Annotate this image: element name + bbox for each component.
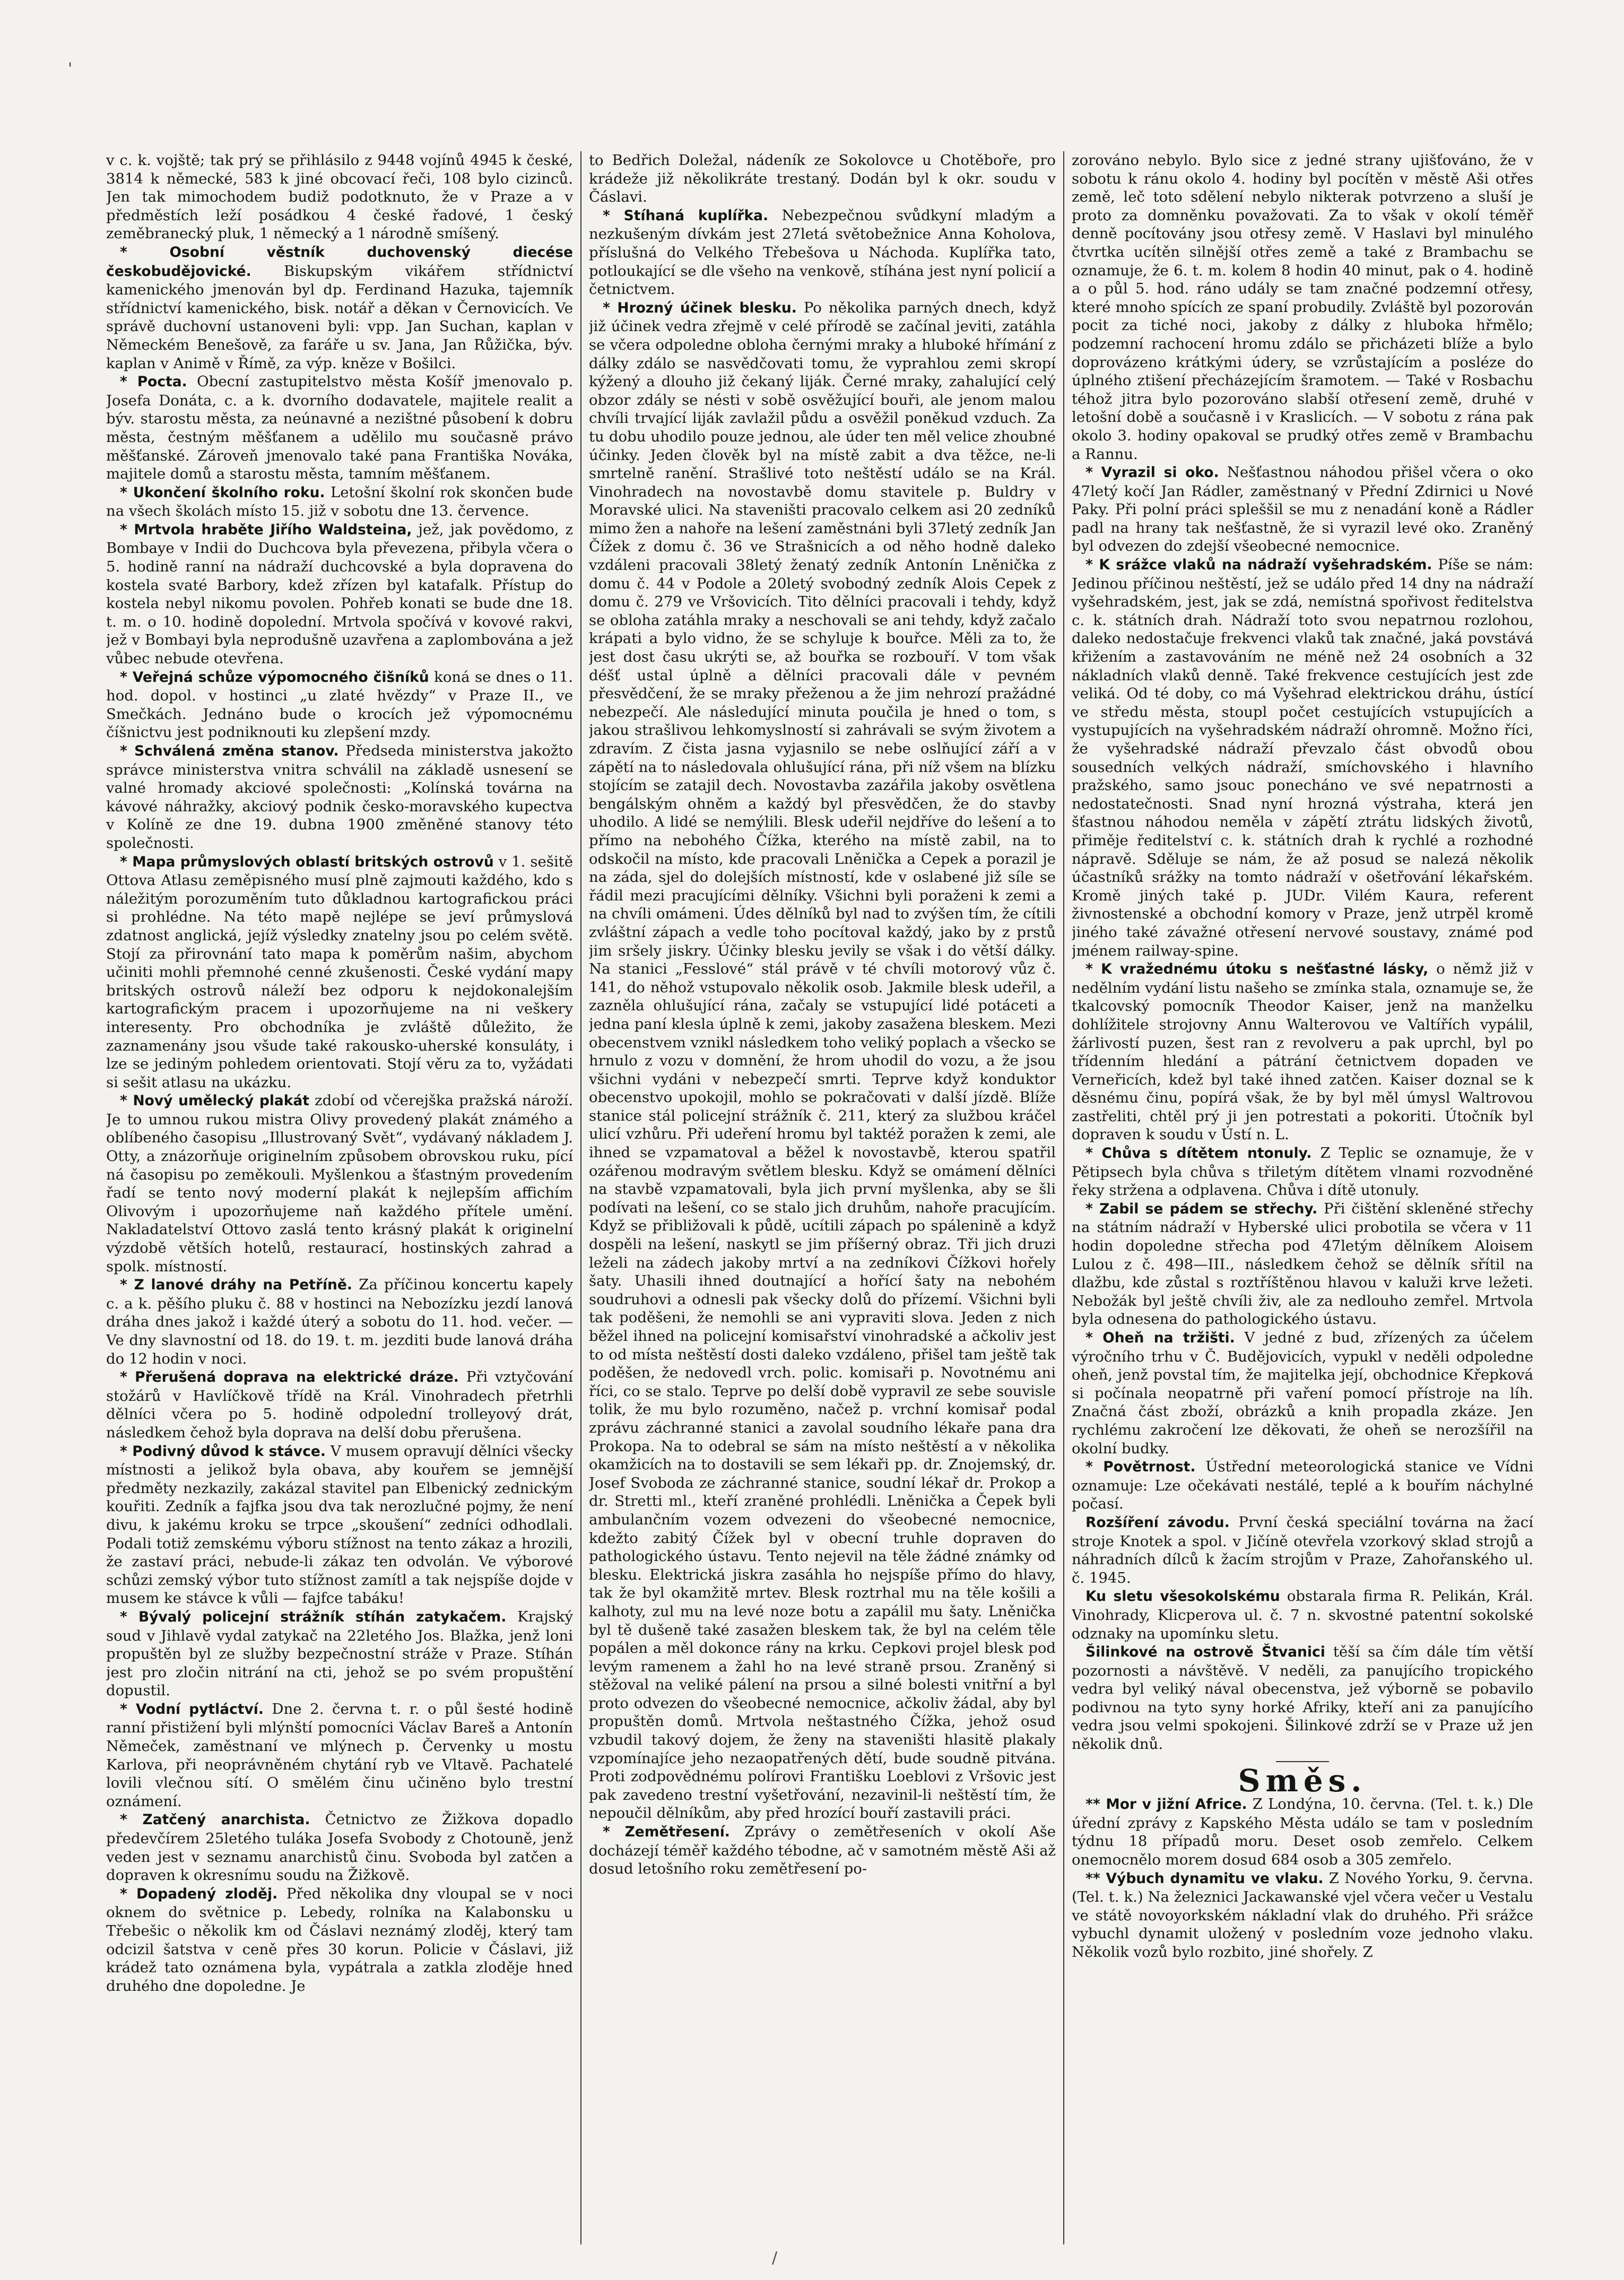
article-headline: * Mapa průmyslových oblastí britských ostrovů [120, 853, 494, 870]
section-divider [1276, 1761, 1329, 1762]
article [1072, 463, 1533, 556]
article-headline: ** Mor v jižní Africe. [1085, 1796, 1247, 1813]
bottom-mark: / [772, 2249, 778, 2267]
article-body: Nešťastnou náhodou přišel včera o oko 47letý kočí Jan Rádler, zaměstnaný v Přední Zdirnici u Nové Paky. Při polní práci spleššil se mu z nenadání koně a Rádler padl na hrany tak nešťastně, že si vyrazil levé oko. Zraněný byl odvezen do zdejší všeobecné nemocnice. [1072, 464, 1533, 555]
article [106, 1368, 573, 1442]
article [106, 1810, 573, 1884]
article-headline: * Stíhaná kuplířka. [603, 207, 769, 224]
article [1072, 1587, 1533, 1643]
article-body: První česká speciální továrna na žací stroje Knotek a spol. v Jičíně otevřela vzorkový sklad strojů a náhradních dílců k žacím strojům v Praze, Zahořanského ul. č. 1945. [1072, 1513, 1533, 1587]
article-headline: * Vyrazil si oko. [1085, 464, 1219, 481]
article [1072, 1144, 1533, 1200]
article [106, 1091, 573, 1276]
article-body: Z Nového Yorku, 9. června. (Tel. t. k.) Na železnici Jackawanské vjel včera večer u Vestalu ve státě novoyorkském nákladní vlak do druhého. Při srážce vybuchl dynamit uložený v posledním voze jednoho vlaku. Několik vozů bylo rozbito, jiné shořely. Z [1072, 1869, 1533, 1961]
article-body: Předseda ministerstva jakožto správce ministerstva vnitra schválil na základě usnesení se valné hromady akciové společnosti: „Kolínská továrna na kávové náhražky, akciový podnik česko-moravského kupectva v Kolíně ze dne 19. dubna 1900 změněné stanovy této společnosti. [106, 742, 573, 852]
article-headline: Rozšíření závodu. [1085, 1514, 1230, 1531]
article [589, 299, 1056, 1823]
article-headline: * Chůva s dítětem ntonuly. [1085, 1145, 1312, 1162]
article-body: obstarala firma R. Pelikán, Král. Vinohrady, Klicperova ul. č. 7 n. skvostné patentní sokolské odznaky na upomínku sletu. [1072, 1588, 1533, 1642]
section-title: Směs. [1238, 1762, 1367, 1799]
article-body: v c. k. vojště; tak prý se přihlásilo z 9448 vojínů 4945 k české, 3814 k německé, 583 k jiné obcovací řeči, 108 bylo cizinců. Jen tak mimochodem budiž podotknuto, že v Praze a v předměstích leží posádkou 4 české řadové, 1 český zeměbranecký pluk, 1 německý a 1 národně smíšený. [106, 152, 573, 242]
article-headline: * K srážce vlaků na nádraží vyšehradském. [1085, 557, 1432, 574]
article-body: V musem opravují dělníci všecky místnosti a jelikož byla obava, aby kouřem se jemnější předměty nezkazily, zakázal stavitel pan Elbenický zednickým kouřiti. Zedník a fajfka jsou dva tak nerozlučné pojmy, že není divu, k jakému kroku se trpce „skoušení“ zedníci odhodlali. Podali totiž zemskému výboru stížnost na tento zákaz a hrozili, že zastaví práci, nebude-li zákaz ten odvolán. Ve výborové schůzi zemský výbor tuto stížnost zamítl a tak nejspíše dojde v musem ke stávce k vůli — fajfce tabáku! [106, 1442, 573, 1607]
article [1072, 1200, 1533, 1329]
article-body: Biskupským vikářem střídnictví kamenického jmenován byl dp. Ferdinand Hazuka, tajemník střídnictví kamenického, bisk. notář a děkan v Černovicích. Ve správě duchovní ustanoveni byli: vpp. Jan Suchan, kaplan v Německém Benešově, za faráře u sv. Jana, Jan Růžička, býv. kaplan v Animě v Římě, za výp. kněze v Bošilci. [106, 262, 573, 372]
article [1072, 151, 1533, 463]
article-body: V jedné z bud, zřízených za účelem výročního trhu v Č. Budějovicích, vypukl v neděli odpoledne oheň, jenž povstal tím, že majitelka její, obchodnice Křepková si počínala neopatrně při vaření pomocí přístroje na líh. Značná část zboží, obrázků a knih propadla zkáze. Jen rychlému zakročení lze děkovati, že oheň se nerozšířil na okolní budky. [1072, 1329, 1533, 1457]
article-body: jež, jak povědomo, z Bombaye v Indii do Duchcova byla převezena, přibyla včera o 5. hodině ranní na nádraží duchcovské a byla dopravena do kostela svaté Barbory, kdež zřízen byl katafalk. Přístup do kostela nebyl nikomu povolen. Pohřeb konati se bude dne 18. t. m. o 10. hodině dopolední. Mrtvola spočívá v kovové rakvi, jež v Bombayi byla neprodušně uzavřena a zaplombována a jež vůbec nebude otevřena. [106, 521, 573, 667]
article-body: zorováno nebylo. Bylo sice z jedné strany ujišťováno, že v sobotu k ránu okolo 4. hodiny byl pocítěn v městě Aši otřes země, leč toto sdělení nebylo nikterak potvrzeno a sluší je proto za domněnku považovati. Za to však v okolí téměř denně pocítovány jsou otřesy země. V Haslavi byl minulého čtvrtka ucítěn silnější otřes země a také z Brambachu se oznamuje, že 6. t. m. kolem 8 hodin 40 minut, pak o 4. hodině a o půl 5. hod. ráno udály se tam značné podzemní otřesy, které mnoho spících ze spaní probudily. Zvláště byl pozorován pocit za tiché noci, jakoby z dálky z hluboka hřmělo; podzemní rachocení hromu zdálo se přicházeti blíže a bylo doprovázeno krátkými údery, se vzrůstajícím a posléze do úplného ztišení přecházejícím šramotem. — Také v Rosbachu téhož jitra bylo pozorováno slabší otřesení země, druhé v letošní době a současně i v Kraslicích. — V sobotu z rána pak okolo 3. hodiny opakoval se prudký otřes země v Brambachu a Rannu. [1072, 152, 1533, 463]
article-body: Před několika dny vloupal se v noci oknem do světnice p. Lebedy, rolníka na Kalabonsku u Třebešic o několik km od Čáslavi neznámý zloděj, který tam odcizil šatstva v ceně přes 30 korun. Policie v Čáslavi, již krádež tato oznámena byla, vypátrala a zatkla zloděje hned druhého dne dopoledne. Je [106, 1885, 573, 1995]
article-headline: * Podivný důvod k stávce. [120, 1443, 326, 1460]
article [589, 206, 1056, 299]
article-body: Po několika parných dnech, když již účinek vedra zřejmě v celé přírodě se začínal jeviti, zatáhla se včera odpoledne obloha černými mraky a hluboké hřímání z dálky zdálo se nasvědčovati tomu, že vyprahlou zemi skropí kýžený a dlouho již čekaný liják. Černé mraky, zahalující celý obzor zdály se nésti v sobě osvěžující bouři, ale jenom malou chvíli trvající liják zavlažil půdu a osvěžil poněkud vzduch. Za tu dobu uhodilo pouze jednou, ale úder ten měl velice zhoubné účinky. Jeden člověk byl na místě zabit a dva těžce, ne-li smrtelně ranění. Strašlivé toto neštěstí událo se na Král. Vinohradech na novostavbě domu stavitele p. Buldry v Moravské ulici. Na staveništi pracovalo celkem asi 20 zedníků mimo žen a nahoře na lešení zaměstnáni byli 37letý zedník Jan Čížek z domu č. 36 ve Strašnicích a od něho hodně daleko vzdáleni pracovali 38letý ženatý zedník Antonín Lněnička z domu č. 44 v Podole a 20letý svobodný zedník Alois Cepek z domu č. 279 ve Vršovicích. Tito dělníci pracovali i tehdy, když se obloha zatáhla mraky a neschovali se ani tehdy, když začalo krápati a bylo vidno, že se schyluje k bouřce. Měli za to, že jest dost času ukrýti se, až bouřka se rozbouří. V tom však déšť ustal úplně a dělníci pracovali dále v pevném přesvědčení, že se mraky přeženou a že jim nehrozí pražádné nebezpečí. Ale následující minuta poučila je hned o tom, s jakou strašlivou lehkomyslností si zahrávali se svým životem a zdravím. Z čista jasna vyjasnilo se nebe oslňující září a v zápětí na to následovala ohlušující rána, při níž všem na blízku stojícím se zatajil dech. Novostavba zazářila jakoby osvětlena bengálským ohněm a každý byl přesvědčen, že do stavby uhodilo. A lidé se nemýlili. Blesk udeřil nejdříve do lešení a to přímo na nebohého Čížka, kterého na místě zabil, na to odskočil na místo, kde pracovali Lněnička a Cepek a porazil je na záda, sjel do dolejších místností, kde v oslabené již síle se řádil mezi pracujícími dělníky. Všichni byli poraženi k zemi a na chvíli omámeni. Údes dělníků byl nad to zvýšen tím, že cítili zvláštní zápach a vedle toho pocítoval každý, jako by z prstů jim sršely jiskry. Účinky blesku jevily se však i do větší dálky. Na stanici „Fesslové“ stál právě v té chvíli motorový vůz č. 141, do něhož vstupovalo několik osob. Jakmile blesk udeřil, a zazněla ohlušující rána, začaly se vstupující lidé potáceti a jedna paní klesla úplně k zemi, jakoby zasažena bleskem. Mezi obecenstvem vznikl následkem toho veliký poplach a všecko se hrnulo z vozu v domnění, že hrom uhodil do vozu, a že jsou všichni vydáni v nebezpečí smrti. Teprve když konduktor obecenstvo upokojil, mohlo se pokračovati v další jízdě. Blíže stanice stál policejní strážník č. 211, který za službou kráčel ulicí vzhůru. Při udeření hromu byl taktéž poražen k zemi, ale ihned se vzpamatoval a běžel k novostavbě, kterou spatřil ozářenou modravým světlem blesku. Když se omámení dělníci na stavbě vzpamatovali, byla jich první myšlenka, aby se šli podívati na lešení, co se stalo jich druhům, nahoře pracujícím. Když se přibližovali k půdě, ucítili zápach po spálenině a když dospěli na lešení, naskytl se jim příšerný obraz. Tři jich druzi leželi na zádech jakoby mrtví a na zedníkovi Čížkovi hořely šaty. Uhasili ihned doutnající a hořící šaty na nebohém soudruhovi a odnesli pak všecky dolů do přízemí. Všichni byli tak poděšeni, že nemohli se ani vypraviti slova. Jeden z nich běžel ihned na policejní komisařství vinohradské a ačkoliv jest to od místa neštěstí dosti daleko vzdáleno, přišel tam ještě tak poděšen, že nedovedl vrch. polic. komisaři p. Novotnému ani říci, co se stalo. Teprve po delší době vypravil ze sebe souvisle tolik, že mu bylo rozuměno, načež p. vrchní komisař podal zprávu záchranné stanici a zavolal soudního lékaře pana dra Prokopa. Na to odebral se sám na místo neštěstí a v několika okamžicích na to dostavili se sem lékaři pp. dr. Znojemský, dr. Josef Svoboda ze záchranné stanice, soudní lékař dr. Prokop a dr. Stretti ml., kteří zraněné prohlédli. Lněnička a Čepek byli ambulančním vozem odvezeni do všeobecné nemocnice, kdežto zabitý Čížek byl v obecní truhle dopraven do pathologického ústavu. Tento nejevil na těle žádné známky od blesku. Elektrická jiskra zasáhla ho nejspíše přímo do hlavy, tak že byl okamžitě mrtev. Blesk roztrhal mu na těle košili a kalhoty, zul mu na levé noze botu a zapálil mu šaty. Lněnička byl tě dušeně také zasažen bleskem tak, že byl na celém těle popálen a měl dokonce rány na krku. Cepkovi projel blesk pod levým ramenem a žahl ho na levé straně prsou. Zraněný si stěžoval na veliké pálení na prsou a silné bolesti vnitřní a byl proto odvezen do všeobecné nemocnice, ačkoliv žádal, aby byl propuštěn domů. Mrtvola neštastného Čížka, jehož osud vzbudil takový dojem, že ženy na staveništi hlasitě plakaly vzpomínajíce jeho nezaopatřených dětí, bude soudně pitvána. Proti zodpovědnému polírovi Františku Loeblovi z Vršovic jest pak zavedeno trestní vyšetřování, nezavinil-li neštěstí tím, že nepoučil dělníkům, aby před hrozící bouří zastavili práci. [589, 299, 1056, 1822]
article [106, 243, 573, 372]
article [106, 853, 573, 1092]
article-headline: * Zemětřesení. [603, 1824, 730, 1841]
article-body: Nebezpečnou svůdkyní mladým a nezkušeným dívkám jest 27letá světobežnice Anna Koholova, příslušná do Velkého Třebešova u Náchoda. Kuplířka tato, potloukající se dle všeho na venkově, stíhána jest nyní policií a četnictvem. [589, 206, 1056, 298]
article [106, 483, 573, 521]
article [1072, 556, 1533, 960]
article-headline: * Pocta. [120, 374, 187, 391]
article-body: Při vztyčování stožárů v Havlíčkově třídě na Král. Vinohradech přetrhli dělníci včera po 5. hodině odpolední trolleyový drát, následkem čehož byla doprava na delší dobu přerušena. [106, 1368, 573, 1441]
article-headline: * Veřejná schůze výpomocného čišníků [120, 669, 429, 686]
article-body: Při čištění skleněné střechy na státním nádraží v Hyberské ulici probotila se včera v 11 hodin dopoledne střecha pod 47letým dělníkem Aloisem Lulou z č. 498—III., následkem čehož se dělník sřítil na dlažbu, kde zůstal s roztříštěnou hlavou v kaluži krve ležeti. Nebožák byl ještě chvíli živ, ale za nedlouho zemřel. Mrtvola byla odnesena do pathologického ústavu. [1072, 1200, 1533, 1328]
article-headline: * Z lanové dráhy na Petříně. [120, 1277, 352, 1294]
article-body: zdobí od včerejška pražská nároží. Je to umnou rukou mistra Olivy provedený plakát známého a oblíbeného časopisu „Illustrovaný Svět“, vydávaný nákladem J. Otty, a znázorňuje originelním způsobem obrovskou ruku, pící ná časopisu po zeměkouli. Myšlenkou a šťastným provedením řadí se tento nový moderní plakát k nejlepším affichím Olivovým i upozorňujeme naň každého přítele umění. Nakladatelství Ottovo zaslá tento krásný plakát k originelní výzdobě větších hotelů, restaurací, hostinských zahrad a spolk. místností. [106, 1092, 573, 1275]
article-body: Zprávy o zemětřeseních v okolí Aše docházejí téměř každého tébodne, ač v samotném městě Aši až dosud letošního roku zemětřesení po- [589, 1823, 1056, 1878]
article-headline: * Povětrnost. [1085, 1459, 1196, 1476]
article [106, 1276, 573, 1368]
article-body: Za příčinou koncertu kapely c. a k. pěšího pluku č. 88 v hostinci na Nebozízku jezdí lanová dráha dnes jakož i každé úterý a sobotu do 11. hod. večer. — Ve dny slavnostní od 18. do 19. t. m. jezditi bude lanová dráha do 12 hodin v noci. [106, 1276, 573, 1367]
article-headline: * K vražednému útoku s nešťastné lásky, [1085, 961, 1429, 978]
article-body: Dne 2. června t. r. o půl šesté hodině ranní přistižení byli mlýnští pomocníci Václav Bareš a Antonín Němeček, zaměstnaní ve mlýnech p. Červenky u mostu Karlova, při neoprávněném chytání ryb ve Vltavě. Pachatelé lovili vlečnou sítí. O smělém činu učiněno bylo trestní oznámení. [106, 1700, 573, 1810]
article-headline: * Ukončení školního roku. [120, 484, 325, 501]
article-body: Z Londýna, 10. června. (Tel. t. k.) Dle úřední zprávy z Kapského Města událo se tam v posledním týdnu 18 případů moru. Deset osob zemřelo. Celkem onemocnělo morem dosud 684 osob a 305 zemřelo. [1072, 1796, 1533, 1869]
article-headline: * Osobní věstník duchovenský diecése českobudějovické. [106, 244, 573, 280]
article-headline: * Nový umělecký plakát [120, 1093, 309, 1109]
article [106, 1442, 573, 1608]
column-1 [106, 151, 573, 2244]
column-2 [589, 151, 1056, 2244]
article-body: Četnictvo ze Žižkova dopadlo předevčírem 25letého tuláka Josefa Svobody z Chotouně, jenž veden jest v seznamu anarchistů činu. Svoboda byl zatčen a dopraven k okresnímu soudu na Žižkově. [106, 1811, 573, 1884]
article [106, 372, 573, 483]
article-headline: Ku sletu všesokolskému [1085, 1588, 1280, 1605]
article [106, 1885, 573, 1996]
article-headline: * Zabil se pádem se střechy. [1085, 1200, 1318, 1217]
article-body: o němž již v nedělním vydání listu našeho se zmínka stala, oznamuje se, že tkalcovský pomocník Theodor Kaiser, jenž na manželku dohlížitele strojovny Annu Walterovou ve Valtířích vypálil, žárlivostí puzen, šest ran z revolveru a pak uprchl, byl po třídenním hledání a pátrání četnictvem dopaden ve Verneřicích, kdež byl také ihned zatčen. Kaiser doznal se k děsnému činu, popírá však, že by byl měl úmysl Waltrovou zastřeliti, chtěl prý ji jen potrestati a pokoriti. Útočník byl dopraven k soudu v Ústí n. L. [1072, 960, 1533, 1143]
article-body: Z Teplic se oznamuje, že v Pětipsech byla chůva s třiletým dítětem vlnami rozvodněné řeky stržena a odplavena. Chůva i dítě utonuly. [1072, 1145, 1533, 1199]
column-rule [1063, 151, 1064, 2244]
article [106, 151, 573, 243]
article-headline: ** Výbuch dynamitu ve vlaku. [1085, 1870, 1324, 1887]
article [106, 1608, 573, 1700]
article [1072, 1869, 1533, 1962]
article-body: koná se dnes o 11. hod. dopol. v hostinci „u zlaté hvězdy“ v Praze II., ve Smečkách. Jednáno bude o krocích jež výpomocnému číšnictvu jest podniknouti ku zlepšení mzdy. [106, 668, 573, 741]
article [106, 668, 573, 742]
article-body: Letošní školní rok skončen bude na všech školách místo 15. již v sobotu dne 13. července. [106, 483, 573, 520]
article-headline: Šilinkové na ostrově Štvanici [1085, 1644, 1325, 1661]
article-headline: * Mrtvola hraběte Jiřího Waldsteina, [120, 521, 412, 538]
article-body: to Bedřich Doležal, nádeník ze Sokolovce u Chotěboře, pro krádeže již několikráte trestaný. Dodán byl k okr. soudu v Čáslavi. [589, 152, 1056, 206]
article-headline: * Vodní pytláctví. [120, 1701, 264, 1718]
article [1072, 1795, 1533, 1869]
margin-mark: ' [68, 59, 73, 78]
article-headline: * Zatčený anarchista. [120, 1811, 310, 1828]
article [1072, 960, 1533, 1144]
article-body: Obecní zastupitelstvo města Košíř jmenovalo p. Josefa Donáta, c. a k. dvorního dodavatele, majitele realit a býv. starostu města, za neúnavné a nezištné působení k dobru města, čestným měšťanem a udělilo mu současně právo měšťanské. Zároveň jmenovalo také pana Františka Nováka, majitele domů a starostu města, tamním měšťanem. [106, 373, 573, 483]
article [589, 1823, 1056, 1878]
article [1072, 1329, 1533, 1458]
article [106, 1700, 573, 1811]
column-rule [580, 151, 581, 2244]
article-body: v 1. sešitě Ottova Atlasu zeměpisného musí plně zajmouti každého, kdo s náležitým porozuměním tuto důkladnou kartografickou práci si prohlédne. Na této mapě nejlépe se jeví průmyslová zdatnost anglická, jejíž výsledky znatelny jsou po celém světě. Stojí za přirovnání tato mapa k poměrům našim, abychom učiniti mohli přemnohé cenné zkušenosti. České vydání mapy britských ostrovů náleží bez odporu k nejdokonalejším kartografickým pracem i upozorňujeme na ni veškery interesenty. Pro obchodníka je zvláště důležito, že zaznamenány jsou všude také rakousko-uherské konsuláty, i lze se jediným pohledem orientovati. Stojí věru za to, vyžádati si sešit atlasu na ukázku. [106, 853, 573, 1091]
article-headline: * Hrozný účinek blesku. [603, 299, 797, 316]
article [106, 742, 573, 853]
article-headline: * Oheň na tržišti. [1085, 1330, 1235, 1346]
article-body: těší sa čím dále tím větší pozornosti a návštěvě. V neděli, za panujícího tropického vedra byl veliký nával obecenstva, jež výborně se pobavilo podivnou na tyto syny horké Afriky, kteří ani za panujícího vedra jsou velmi spokojeni. Šilinkové zdrží se v Praze už jen několik dnů. [1072, 1643, 1533, 1753]
article [589, 151, 1056, 206]
column-3 [1072, 151, 1533, 2244]
article-body: Krajský soud v Jihlavě vydal zatykač na 22letého Jos. Blažka, jenž loni propuštěn byl ze služby bezpečnostní stráže v Praze. Stíhán jest pro zločin nitrání na cti, jehož se po svém propuštění dopustil. [106, 1608, 573, 1700]
article-headline: * Schválená změna stanov. [120, 743, 339, 759]
article-headline: * Přerušená doprava na elektrické dráze. [120, 1369, 459, 1386]
article-headline: * Bývalý policejní strážník stíhán zatykačem. [120, 1608, 507, 1625]
article-body: Píše se nám: Jedinou příčinou neštěstí, jež se událo před 14 dny na nádraží vyšehradském, jest, jak se zdá, nemístná spořivost ředitelstva c. k. státních drah. Nádraží toto svou nepatrnou rozlohou, daleko nedostačuje frekvenci vlaků tak značné, jaká povstává křižením a zastavováním ne méně než 24 osobních a 32 nákladních vlaků denně. Také frekvence cestujících jest zde veliká. Od té doby, co má Vyšehrad elektrickou dráhu, ústící ve středu města, stoupl počet cestujících vstupujících a vystupujících na vyšehradském nádraží ohromně. Možno říci, že vyšehradské nádraží převzalo část obvodů obou sousedních velkých nádraží, smíchovského i hlavního pražského, samo jsouc ponecháno ve své nepatrnosti a nedostatečnosti. Snad nyní hrozná výstraha, která jen šťastnou náhodou neměla v zápětí ztrátu lidských životů, přiměje ředitelství c. k. státních drah k rychlé a rozhodné nápravě. Sděluje se nám, že až posud se nalezá několik účastníků srážky na tomto nádraží v ošetřování lékařském. Kromě jiných také p. JUDr. Vilém Kaura, referent živnostenské a obchodní komory v Praze, jenž utrpěl kromě jiného také závažné otřesení nervové soustavy, známé pod jménem railway-spine. [1072, 556, 1533, 959]
article-body: Ústřední meteorologická stanice ve Vídni oznamuje: Lze očekávati nestálé, teplé a k bouřím náchylné počasí. [1072, 1458, 1533, 1513]
article [1072, 1513, 1533, 1587]
article [1072, 1643, 1533, 1754]
article-headline: * Dopadený zloděj. [120, 1885, 278, 1902]
article [1072, 1458, 1533, 1513]
article [106, 521, 573, 668]
